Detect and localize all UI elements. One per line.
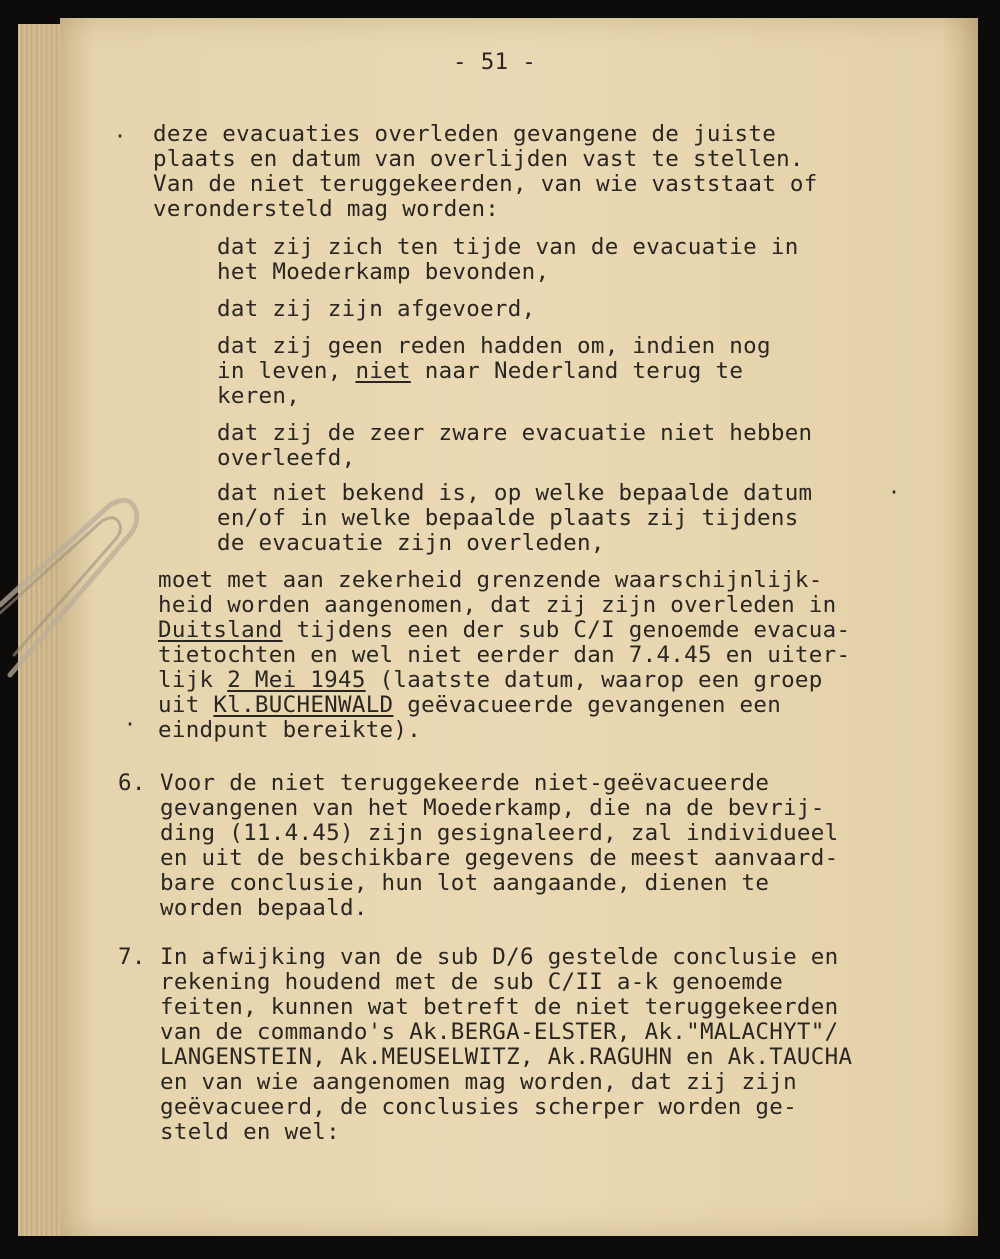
- conclusion-line-4: tietochten en wel niet eerder dan 7.4.45 en uiter-: [158, 642, 851, 668]
- condition-4-line-1: dat zij de zeer zware evacuatie niet hebben: [217, 420, 813, 446]
- conclusion-line-6: uit Kl.BUCHENWALD geëvacueerde gevangenen een: [158, 692, 782, 718]
- condition-3-line-1: dat zij geen reden hadden om, indien nog: [217, 333, 771, 359]
- underlined-niet: niet: [355, 358, 411, 384]
- conclusion-line-2: heid worden aangenomen, dat zij zijn overleden in: [158, 592, 837, 618]
- item-6-line-1: Voor de niet teruggekeerde niet-geëvacueerde: [160, 770, 770, 796]
- intro-line-1: deze evacuaties overleden gevangene de juiste: [153, 121, 777, 147]
- item-7-line-7: geëvacueerd, de conclusies scherper worden ge-: [160, 1094, 797, 1120]
- condition-4-line-2: overleefd,: [217, 445, 356, 471]
- item-7-line-4: van de commando's Ak.BERGA-ELSTER, Ak."MALACHYT"/: [160, 1019, 839, 1045]
- item-6-line-2: gevangenen van het Moederkamp, die na de bevrij-: [160, 795, 825, 821]
- condition-2-line-1: dat zij zijn afgevoerd,: [217, 296, 536, 322]
- item-7-line-3: feiten, kunnen wat betreft de niet teruggekeerden: [160, 994, 839, 1020]
- condition-5-line-1: dat niet bekend is, op welke bepaalde datum: [217, 480, 813, 506]
- underlined-buchenwald: Kl.BUCHENWALD: [213, 692, 394, 718]
- item-6-line-4: en uit de beschikbare gegevens de meest aanvaard-: [160, 845, 839, 871]
- underlined-date: 2 Mei 1945: [227, 667, 366, 693]
- item-7-number: 7.: [118, 944, 146, 970]
- conclusion-line-3: Duitsland tijdens een der sub C/I genoemde evacua-: [158, 617, 851, 643]
- intro-line-4: verondersteld mag worden:: [153, 196, 500, 222]
- page-number: - 51 -: [453, 49, 537, 75]
- item-7-line-1: In afwijking van de sub D/6 gestelde conclusie en: [160, 944, 839, 970]
- item-7-line-8: steld en wel:: [160, 1119, 340, 1145]
- condition-3-line-3: keren,: [217, 383, 301, 409]
- condition-1-line-1: dat zij zich ten tijde van de evacuatie in: [217, 234, 799, 260]
- intro-line-3: Van de niet teruggekeerden, van wie vaststaat of: [153, 171, 818, 197]
- intro-line-2: plaats en datum van overlijden vast te stellen.: [153, 146, 804, 172]
- stray-dot-mark: ·: [114, 124, 127, 148]
- conclusion-line-1: moet met aan zekerheid grenzende waarschijnlijk-: [158, 567, 823, 593]
- item-6-number: 6.: [118, 770, 146, 796]
- stray-dot-mark: ·: [124, 712, 137, 736]
- stray-dot-mark: ·: [888, 480, 901, 504]
- condition-5-line-2: en/of in welke bepaalde plaats zij tijdens: [217, 505, 799, 531]
- condition-1-line-2: het Moederkamp bevonden,: [217, 259, 550, 285]
- item-7-line-6: en van wie aangenomen mag worden, dat zij zijn: [160, 1069, 797, 1095]
- paper-clip-icon: [0, 495, 150, 695]
- item-7-line-2: rekening houdend met de sub C/II a-k genoemde: [160, 969, 784, 995]
- item-6-line-6: worden bepaald.: [160, 895, 368, 921]
- conclusion-line-5: lijk 2 Mei 1945 (laatste datum, waarop een groep: [158, 667, 823, 693]
- condition-3-line-2: in leven, niet naar Nederland terug te: [217, 358, 744, 384]
- underlined-duitsland: Duitsland: [158, 617, 283, 643]
- condition-5-line-3: de evacuatie zijn overleden,: [217, 530, 605, 556]
- item-6-line-3: ding (11.4.45) zijn gesignaleerd, zal individueel: [160, 820, 839, 846]
- conclusion-line-7: eindpunt bereikte).: [158, 717, 422, 743]
- item-7-line-5: LANGENSTEIN, Ak.MEUSELWITZ, Ak.RAGUHN en Ak.TAUCHA: [160, 1044, 853, 1070]
- item-6-line-5: bare conclusie, hun lot aangaande, dienen te: [160, 870, 770, 896]
